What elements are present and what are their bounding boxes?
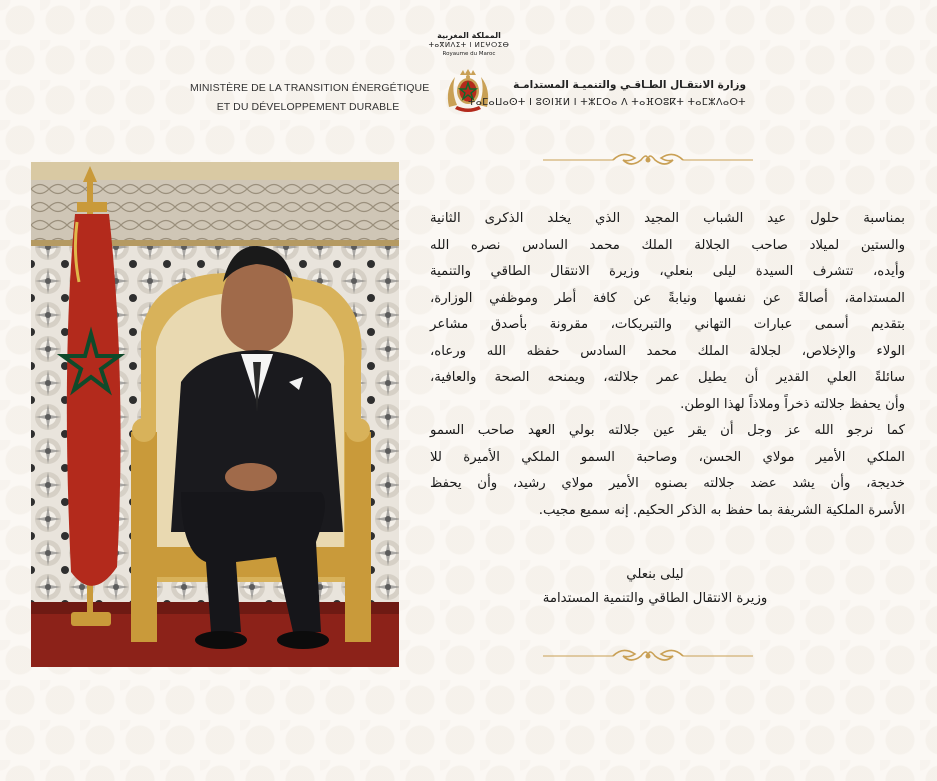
kingdom-label-tifinagh: ⵜⴰⴳⵍⴷⵉⵜ ⵏ ⵍⵎⵖⵔⵉⴱ [428, 41, 510, 49]
letter-line: خديجة، وأن يشد عضد جلالته بصنوه الأمير مولاي رشيد، وأن يحفظ [430, 476, 905, 491]
kingdom-label [426, 30, 512, 58]
letter-line: الولاء والإخلاص، لجلالة الملك محمد السادس حفظه الله ورعاه، [430, 343, 905, 359]
letter-line: كما نرجو الله عز وجل أن يقر عين جلالته بولي العهد صاحب السمو [430, 423, 905, 438]
ornament-divider-bottom-icon [543, 646, 753, 666]
letter-line: سائلةً العلي القدير أن يطيل عمر جلالته، ويمنحه الصحة والعافية، [430, 370, 905, 385]
ministry-name-fr [190, 79, 430, 117]
ministry-name-ar-text: وزارة الانتقـال الطـاقـي والتنميـة المستدامـة [513, 79, 746, 91]
ministry-name-ar [468, 76, 746, 112]
ornament-divider-top-icon [543, 150, 753, 170]
letter-line: والستين لميلاد صاحب الجلالة الملك محمد السادس نصره الله [430, 237, 905, 253]
letter-line: وأن يحفظ جلالته ذخراً وملاذاً لهذا الوطن. [680, 396, 905, 412]
kingdom-label-fr: Royaume du Maroc [442, 51, 496, 57]
letter-line: وأيده، تتشرف السيدة ليلى بنعلي، وزيرة الانتقال الطاقي والتنمية [430, 264, 905, 279]
royal-portrait-image [31, 162, 399, 667]
congratulatory-letter [430, 206, 905, 524]
kingdom-label-ar: المملكة المغربية [437, 31, 501, 40]
letter-line: الأسرة الملكية الشريفة بما حفظ به الذكر الحكيم. إنه سميع مجيب. [538, 502, 905, 518]
signatory-title: وزيرة الانتقال الطاقي والتنمية المستدامة [542, 591, 768, 606]
signatory-name: ليلى بنعلي [626, 567, 684, 582]
letter-line: بتقديم أسمى عبارات التهاني والتبريكات، مقرونة بأصدق مشاعر [430, 317, 905, 332]
letter-line: المستدامة، أصالةً عن نفسها ونيابةً عن كافة أطر وموظفي الوزارة، [430, 290, 905, 306]
signature-block [480, 563, 830, 611]
ministry-name-tifinagh: ⵜⴰⵎⴰⵡⴰⵙⵜ ⵏ ⵓⵙⵏⴼⵍ ⵏ ⵜⵣⵎⵔⴰ ⴷ ⵜⴰⴼⵔⵓⴽⵜ ⵜⴰⵎⵣⴷⴰⵔⵜ [468, 97, 746, 108]
ministry-name-fr-line-2: ET DU DÉVELOPPEMENT DURABLE [216, 101, 400, 113]
letter-line: بمناسبة حلول عيد الشباب المجيد الذي يخلد الذكرى الثانية [430, 211, 905, 226]
ministry-name-fr-line-1: MINISTÈRE DE LA TRANSITION ÉNERGÉTIQUE [190, 82, 430, 94]
letter-line: الملكي الأمير مولاي الحسن، وصاحبة السمو الملكي الأميرة للا [430, 449, 905, 465]
